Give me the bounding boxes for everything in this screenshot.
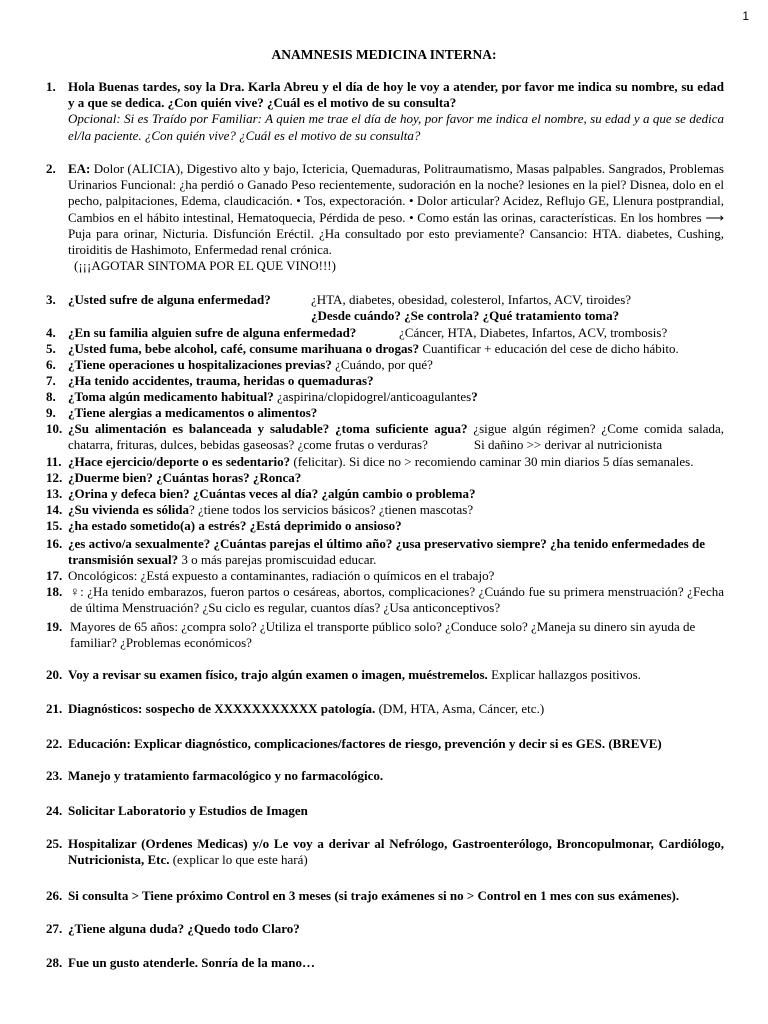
item-22 xyxy=(46,736,724,752)
item-question: ¿es activo/a sexualmente? ¿Cuántas parejas el último año? ¿usa preservativo siempre? ¿ha tenido enfermedades de transmisión sexual? xyxy=(68,536,705,568)
item-27 xyxy=(46,921,724,937)
item-18 xyxy=(46,584,724,616)
item-25 xyxy=(46,836,724,868)
item-optional-note: Opcional: Si es Traído por Familiar: A quien me trae el día de hoy, por favor me indica el nombre, su edad y a que se dedica el/la paciente. ¿Con quién vive? ¿Cuál es el motivo de su consulta? xyxy=(68,111,724,143)
page-number: 1 xyxy=(742,9,749,23)
item-question: ¿En su familia alguien sufre de alguna enfermedad? xyxy=(68,325,357,340)
item-question: ¿Tiene alguna duda? ¿Quedo todo Claro? xyxy=(68,921,300,936)
item-emphasis: (¡¡¡AGOTAR SINTOMA POR EL QUE VINO!!!) xyxy=(74,258,336,274)
item-text: (felicitar). Si dice no > recomiendo caminar 30 min diarios 5 días semanales. xyxy=(290,454,694,469)
document-title: ANAMNESIS MEDICINA INTERNA: xyxy=(271,47,497,62)
item-number: 5. xyxy=(46,341,56,356)
item-number: 28. xyxy=(46,955,63,970)
item-number: 25. xyxy=(46,836,63,851)
item-17 xyxy=(46,568,724,584)
item-question: ¿Toma algún medicamento habitual? xyxy=(68,389,274,404)
item-number: 18. xyxy=(46,584,63,599)
item-text: Mayores de 65 años: ¿compra solo? ¿Utiliza el transporte público solo? ¿Conduce solo? ¿Maneja su dinero sin ayuda de familiar? ¿Problemas económicos? xyxy=(70,619,696,651)
item-number: 17. xyxy=(46,568,63,583)
item-number: 19. xyxy=(46,619,63,634)
item-question: ¿Su alimentación es balanceada y saludable? ¿toma suficiente agua? xyxy=(68,421,468,436)
item-4 xyxy=(46,325,724,341)
item-number: 15. xyxy=(46,518,63,533)
item-text: Explicar hallazgos positivos. xyxy=(487,667,641,682)
item-number: 2. xyxy=(46,161,56,176)
item-number: 26. xyxy=(46,888,63,903)
item-question: ¿Tiene operaciones u hospitalizaciones previas? xyxy=(68,357,332,372)
item-text-referral: Si dañino >> derivar al nutricionista xyxy=(473,437,663,453)
item-12 xyxy=(46,470,724,486)
item-26 xyxy=(46,888,724,904)
item-number: 1. xyxy=(46,79,56,94)
item-7 xyxy=(46,373,724,389)
item-text: 3 o más parejas promiscuidad educar. xyxy=(178,552,377,568)
item-text: ¿sigue algún régimen? ¿Come comida salada, chatarra, frituras, dulces, bebidas gaseosas? ¿come frutas o verduras? xyxy=(68,421,724,453)
item-question: ¿Tiene alergias a medicamentos o alimentos? xyxy=(68,405,318,420)
item-19 xyxy=(46,619,724,651)
item-2 xyxy=(46,161,724,274)
item-number: 10. xyxy=(46,421,63,436)
item-number: 21. xyxy=(46,701,63,716)
item-question: Hospitalizar (Ordenes Medicas) y/o Le voy a derivar al Nefrólogo, Gastroenterólogo, Broncopulmonar, Cardiólogo, Nutricionista, Etc. xyxy=(68,836,724,868)
item-20 xyxy=(46,667,724,683)
item-text: ♀: ¿Ha tenido embarazos, fueron partos o cesáreas, abortos, complicaciones? ¿Cuándo fue su primera menstruación? ¿Fecha de última Menstruación? ¿Su ciclo es regular, cuantos días? ¿Usa anticonceptivos? xyxy=(70,584,724,616)
item-10 xyxy=(46,421,724,453)
item-question: Manejo y tratamiento farmacológico y no farmacológico. xyxy=(68,768,384,783)
item-text: ? ¿tiene todos los servicios básicos? ¿tienen mascotas? xyxy=(189,502,474,517)
item-5 xyxy=(46,341,724,357)
item-text: (explicar lo que este hará) xyxy=(169,852,308,868)
item-question: ¿Su vivienda es sólida xyxy=(68,502,190,517)
item-question: Diagnósticos: sospecho de XXXXXXXXXXX patología. xyxy=(68,701,376,716)
item-question: Solicitar Laboratorio y Estudios de Imagen xyxy=(68,803,308,818)
item-text: ¿Cáncer, HTA, Diabetes, Infartos, ACV, trombosis? xyxy=(399,325,668,340)
item-13 xyxy=(46,486,724,502)
item-number: 12. xyxy=(46,470,63,485)
item-question: ¿Orina y defeca bien? ¿Cuántas veces al día? ¿algún cambio o problema? xyxy=(68,486,476,501)
item-text: Oncológicos: ¿Está expuesto a contaminantes, radiación o químicos en el trabajo? xyxy=(68,568,495,583)
item-text: (DM, HTA, Asma, Cáncer, etc.) xyxy=(375,701,545,716)
item-number: 9. xyxy=(46,405,56,420)
item-text: Dolor (ALICIA), Digestivo alto y bajo, Ictericia, Quemaduras, Politraumatismo, Masas palpables. Sangrados, Problemas Urinarios Funcional: ¿ha perdió o Ganado Peso recientemente, sudoración en la noche? lesiones en la piel? Disnea, dolo en el pecho, palpitaciones, Edema, claudicación. • Tos, expectoración. • Dolor articular? Acidez, Reflujo GE, Llenura postprandial, Cambios en el hábito intestinal, Hematoquecia, Pérdida de peso. • Como están las orinas, características. En los hombres ⟶ Puja para orinar, Nicturia. Disfunción Eréctil. ¿Ha consultado por esto previamente? Cansancio: HTA. diabetes, Cushing, tiroiditis de Hashimoto, Enfermedad renal crónica. xyxy=(68,161,724,258)
item-text: ¿aspirina/clopidogrel/anticoagulantes xyxy=(273,389,472,404)
item-number: 3. xyxy=(46,292,56,307)
item-number: 24. xyxy=(46,803,63,818)
item-text: ¿Cuándo, por qué? xyxy=(331,357,433,372)
item-question: ¿Hace ejercicio/deporte o es sedentario? xyxy=(68,454,291,469)
item-28 xyxy=(46,955,724,971)
item-14 xyxy=(46,502,724,518)
item-number: 27. xyxy=(46,921,63,936)
item-question: Si consulta > Tiene próximo Control en 3 meses (si trajo exámenes si no > Control en 1 mes con sus exámenes). xyxy=(68,888,680,903)
item-question: ¿Ha tenido accidentes, trauma, heridas o quemaduras? xyxy=(68,373,374,388)
item-number: 7. xyxy=(46,373,56,388)
item-number: 13. xyxy=(46,486,63,501)
item-number: 11. xyxy=(46,454,62,469)
item-question: ¿Usted fuma, bebe alcohol, café, consume marihuana o drogas? xyxy=(68,341,420,356)
item-11 xyxy=(46,454,724,470)
item-question-mark: ? xyxy=(471,389,478,404)
item-number: 16. xyxy=(46,536,63,551)
item-question: Voy a revisar su examen físico, trajo algún examen o imagen, muéstremelos. xyxy=(68,667,488,682)
item-number: 6. xyxy=(46,357,56,372)
item-16 xyxy=(46,536,724,568)
item-question: ¿Usted sufre de alguna enfermedad? xyxy=(68,292,271,307)
item-23 xyxy=(46,768,724,784)
item-number: 8. xyxy=(46,389,56,404)
item-number: 20. xyxy=(46,667,63,682)
item-1 xyxy=(46,79,724,144)
item-label: EA: xyxy=(68,161,91,176)
item-text: Cuantificar + educación del cese de dicho hábito. xyxy=(419,341,679,356)
item-question: Educación: Explicar diagnóstico, complicaciones/factores de riesgo, prevención y decir si es GES. (BREVE) xyxy=(68,736,662,751)
item-9 xyxy=(46,405,724,421)
item-number: 4. xyxy=(46,325,56,340)
item-15 xyxy=(46,518,724,534)
item-question: ¿Duerme bien? ¿Cuántas horas? ¿Ronca? xyxy=(68,470,302,485)
item-question-followup: ¿Desde cuándo? ¿Se controla? ¿Qué tratamiento toma? xyxy=(311,308,620,324)
item-number: 23. xyxy=(46,768,63,783)
item-number: 14. xyxy=(46,502,63,517)
item-6 xyxy=(46,357,724,373)
item-24 xyxy=(46,803,724,819)
item-21 xyxy=(46,701,724,717)
item-text: ¿HTA, diabetes, obesidad, colesterol, Infartos, ACV, tiroides? xyxy=(311,292,632,307)
item-question: Hola Buenas tardes, soy la Dra. Karla Abreu y el día de hoy le voy a atender, por favor me indica su nombre, su edad y a que se dedica. ¿Con quién vive? ¿Cuál es el motivo de su consulta? xyxy=(68,79,724,111)
item-3 xyxy=(46,292,724,324)
item-number: 22. xyxy=(46,736,63,751)
item-8 xyxy=(46,389,724,405)
item-question: Fue un gusto atenderle. Sonría de la mano… xyxy=(68,955,316,970)
item-question: ¿ha estado sometido(a) a estrés? ¿Está deprimido o ansioso? xyxy=(68,518,402,533)
